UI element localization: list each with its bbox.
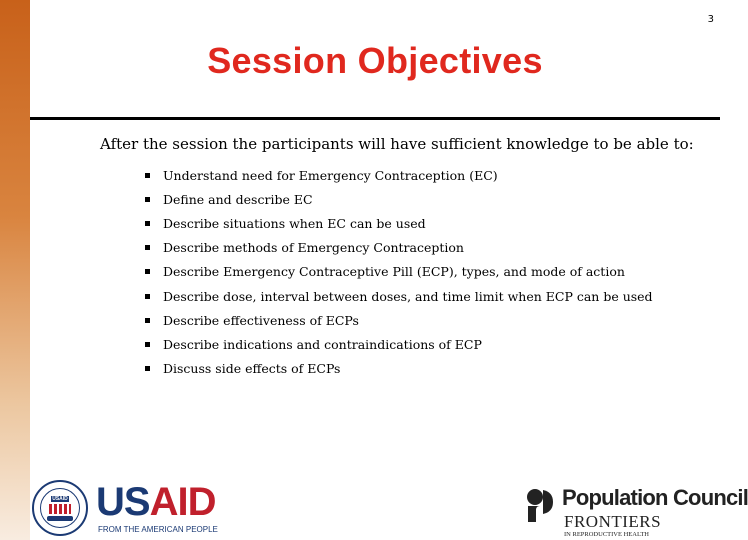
population-council-name: Population Council: [562, 485, 748, 510]
slide-title: Session Objectives: [207, 40, 543, 81]
square-bullet-icon: [145, 294, 150, 299]
objective-text: Describe Emergency Contraceptive Pill (ECP), types, and mode of action: [163, 264, 625, 280]
seal-text: USAID: [52, 495, 68, 502]
usaid-tagline: FROM THE AMERICAN PEOPLE: [98, 525, 218, 534]
objective-text: Describe dose, interval between doses, and time limit when ECP can be used: [163, 288, 653, 304]
list-item: [145, 187, 653, 211]
square-bullet-icon: [145, 366, 150, 371]
square-bullet-icon: [145, 245, 150, 250]
objective-text: Describe methods of Emergency Contraception: [163, 240, 464, 256]
usaid-word-us: US: [96, 480, 150, 524]
list-item: [145, 332, 653, 356]
frontiers-subtitle: IN REPRODUCTIVE HEALTH: [564, 531, 649, 538]
usaid-word-aid: AID: [149, 480, 216, 524]
usaid-seal-icon: [32, 480, 88, 536]
objectives-list: [145, 163, 653, 381]
page-number: 3: [707, 14, 714, 25]
objective-text: Describe indications and contraindications of ECP: [163, 336, 482, 352]
square-bullet-icon: [145, 342, 150, 347]
objective-text: Describe effectiveness of ECPs: [163, 312, 359, 328]
objective-text: Define and describe EC: [163, 191, 313, 207]
square-bullet-icon: [145, 269, 150, 274]
square-bullet-icon: [145, 221, 150, 226]
population-council-mark-icon: [526, 488, 554, 522]
usaid-logo: [32, 478, 237, 538]
frontiers-text: FRONTIERS: [564, 512, 662, 531]
usaid-wordmark: [96, 482, 215, 522]
square-bullet-icon: [145, 197, 150, 202]
population-council-logo: [526, 485, 748, 540]
list-item: [145, 357, 653, 381]
square-bullet-icon: [145, 173, 150, 178]
list-item: [145, 284, 653, 308]
objective-text: Discuss side effects of ECPs: [163, 361, 341, 377]
title-divider: [30, 117, 720, 120]
left-accent-bar: [0, 0, 30, 540]
objective-text: Describe situations when EC can be used: [163, 215, 426, 231]
objective-text: Understand need for Emergency Contraception (EC): [163, 167, 498, 183]
list-item: [145, 236, 653, 260]
list-item: [145, 308, 653, 332]
intro-text: After the session the participants will have sufficient knowledge to be able to:: [100, 135, 694, 153]
list-item: [145, 260, 653, 284]
list-item: [145, 163, 653, 187]
square-bullet-icon: [145, 318, 150, 323]
list-item: [145, 211, 653, 235]
